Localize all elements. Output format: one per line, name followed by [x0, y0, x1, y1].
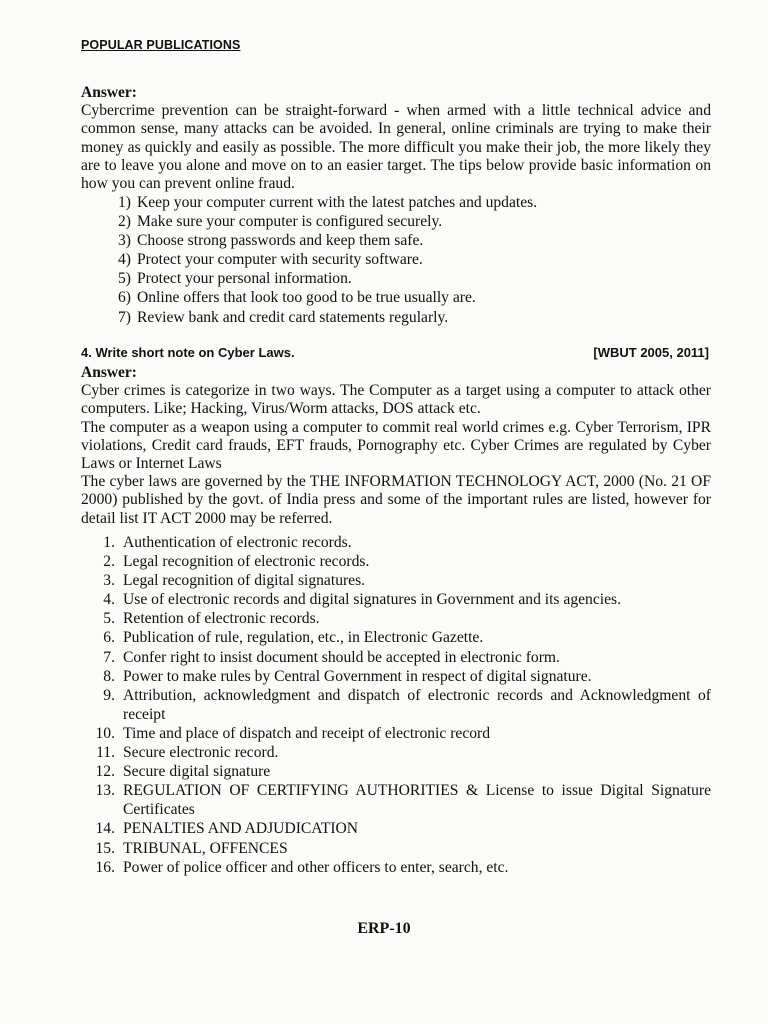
list-text: Time and place of dispatch and receipt of electronic record	[123, 724, 491, 742]
answer-label: Answer:	[81, 364, 137, 381]
list-text: Keep your computer current with the latest patches and updates.	[137, 194, 538, 211]
list-number: 4)	[118, 251, 131, 269]
list-text: Power of police officer and other officers to enter, search, etc.	[123, 858, 509, 876]
list-item	[81, 250, 711, 269]
list-item	[81, 743, 711, 762]
list-item	[81, 686, 711, 724]
list-item	[81, 590, 711, 609]
list-text: REGULATION OF CERTIFYING AUTHORITIES & License to issue Digital Signature Certificates	[123, 782, 711, 819]
list-item	[81, 724, 711, 743]
list-text: Protect your personal information.	[137, 270, 352, 288]
list-text: Review bank and credit card statements regularly.	[137, 308, 449, 326]
list-item	[81, 269, 711, 288]
list-number: 7)	[118, 308, 131, 326]
list-text: Use of electronic records and digital signatures in Government and its agencies.	[123, 591, 621, 609]
list-text: Publication of rule, regulation, etc., in Electronic Gazette.	[123, 629, 484, 647]
list-text: Protect your computer with security software.	[137, 251, 423, 269]
list-number: 16.	[95, 858, 115, 876]
list-text: Power to make rules by Central Government in respect of digital signature.	[123, 667, 592, 685]
cyber-laws-list	[81, 533, 711, 877]
list-text: Secure digital signature	[123, 763, 271, 781]
list-number: 2.	[103, 553, 115, 571]
list-number: 13.	[95, 782, 115, 800]
list-number: 10.	[95, 724, 115, 742]
list-text: Make sure your computer is configured securely.	[137, 213, 443, 231]
question-4-heading	[81, 345, 709, 360]
list-item	[81, 212, 711, 231]
answer-paragraph: Cybercrime prevention can be straight-forward - when armed with a little technical advice and common sense, many attacks can be avoided. In general, online criminals are trying to make their money as quickly and easily as possible. The more difficult you make their job, the more likely they are to leave you alone and move on to an easier target. The tips below provide basic information on how you can prevent online fraud.	[81, 102, 711, 193]
tips-list	[81, 193, 711, 327]
list-number: 6)	[118, 289, 131, 307]
list-item	[81, 193, 711, 212]
list-item	[81, 781, 711, 819]
list-number: 14.	[95, 820, 115, 838]
running-header: POPULAR PUBLICATIONS	[81, 38, 241, 52]
list-item	[81, 762, 711, 781]
list-text: Legal recognition of digital signatures.	[123, 572, 366, 590]
list-item	[81, 552, 711, 571]
answer-2	[81, 364, 711, 528]
list-text: Retention of electronic records.	[123, 610, 320, 628]
page-footer: ERP-10	[357, 920, 411, 937]
list-item	[81, 308, 711, 327]
list-text: Confer right to insist document should be accepted in electronic form.	[123, 648, 560, 666]
list-number: 3.	[103, 572, 115, 590]
list-text: Secure electronic record.	[123, 744, 279, 762]
list-item	[81, 839, 711, 858]
list-number: 1.	[103, 534, 115, 551]
list-item	[81, 533, 711, 552]
list-number: 9.	[103, 686, 115, 704]
list-text: Attribution, acknowledgment and dispatch of electronic records and Acknowledgment of receipt	[123, 686, 711, 723]
list-text: Authentication of electronic records.	[123, 534, 352, 551]
list-item	[81, 628, 711, 647]
list-number: 15.	[95, 839, 115, 857]
paragraph-1: Cyber crimes is categorize in two ways. The Computer as a target using a computer to attack other computers. Like; Hacking, Virus/Worm attacks, DOS attack etc.	[81, 382, 711, 418]
list-item	[81, 648, 711, 667]
list-number: 1)	[118, 194, 131, 211]
list-item	[81, 667, 711, 686]
list-item	[81, 231, 711, 250]
list-number: 11.	[96, 744, 115, 762]
list-item	[81, 858, 711, 877]
exam-reference: [WBUT 2005, 2011]	[593, 345, 709, 360]
list-number: 6.	[103, 629, 115, 647]
list-text: TRIBUNAL, OFFENCES	[123, 839, 288, 857]
answer-1	[81, 84, 711, 193]
list-number: 7.	[103, 648, 115, 666]
list-item	[81, 571, 711, 590]
list-text: Legal recognition of electronic records.	[123, 553, 370, 571]
list-number: 8.	[103, 667, 115, 685]
list-text: Choose strong passwords and keep them safe.	[137, 232, 424, 250]
list-item	[81, 609, 711, 628]
question-text: 4. Write short note on Cyber Laws.	[81, 345, 295, 360]
paragraph-2: The computer as a weapon using a computer to commit real world crimes e.g. Cyber Terrorism, IPR violations, Credit card frauds, EFT frauds, Pornography etc. Cyber Crimes are regulated by Cyber Laws or Internet Laws	[81, 418, 711, 473]
list-item	[81, 819, 711, 838]
list-text: PENALTIES AND ADJUDICATION	[123, 820, 359, 838]
list-number: 5)	[118, 270, 131, 288]
list-number: 4.	[103, 591, 115, 609]
paragraph-3: The cyber laws are governed by the THE INFORMATION TECHNOLOGY ACT, 2000 (No. 21 OF 2000) published by the govt. of India press and some of the important rules are listed, however for detail list IT ACT 2000 may be referred.	[81, 473, 711, 527]
list-item	[81, 288, 711, 307]
list-text: Online offers that look too good to be true usually are.	[137, 289, 476, 307]
list-number: 12.	[95, 763, 115, 781]
list-number: 5.	[103, 610, 115, 628]
answer-label: Answer:	[81, 84, 137, 101]
list-number: 3)	[118, 232, 131, 250]
list-number: 2)	[118, 213, 131, 231]
